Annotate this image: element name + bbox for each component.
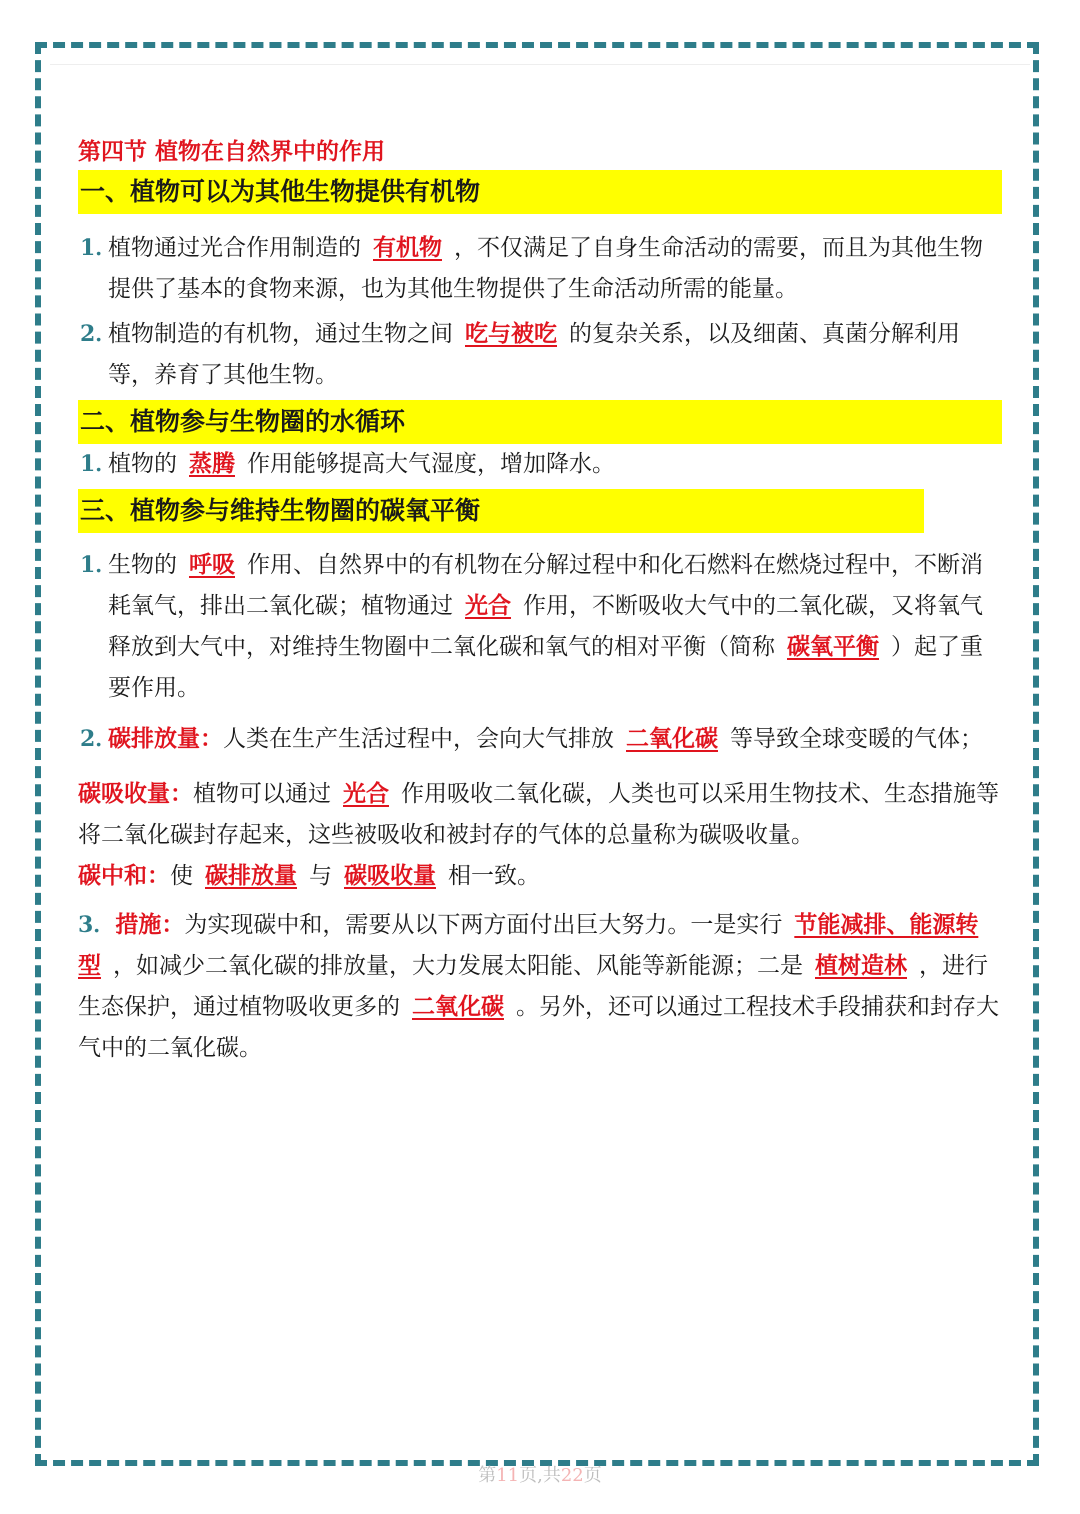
item-number: 1． xyxy=(80,552,118,578)
term-label: 碳排放量： xyxy=(108,726,223,752)
item-number: 2． xyxy=(80,321,118,347)
answer-blank: 蒸腾 xyxy=(189,451,235,477)
answer-blank: 碳氧平衡 xyxy=(787,634,879,660)
answer-blank: 二氧化碳 xyxy=(412,994,504,1020)
paragraph-2: 2． 植物制造的有机物，通过生物之间 吃与被吃 的复杂关系，以及细菌、真菌分解利用等，养育了其他生物。 xyxy=(78,314,1002,396)
answer-blank: 吃与被吃 xyxy=(465,321,557,347)
paragraph-8: 3．措施：为实现碳中和，需要从以下两方面付出巨大努力。一是实行 节能减排、能源转型 ，如减少二氧化碳的排放量，大力发展太阳能、风能等新能源；二是 植树造林 ，进行生态保护，通过植物吸收更多的 二氧化碳 。另外，还可以通过工程技术手段捕获和封存大气中的二氧化碳。 xyxy=(78,912,999,1061)
answer-blank: 碳吸收量 xyxy=(344,863,436,889)
paragraph-6: 碳吸收量：植物可以通过 光合 作用吸收二氧化碳，人类也可以采用生物技术、生态措施等将二氧化碳封存起来，这些被吸收和被封存的气体的总量称为碳吸收量。 xyxy=(78,781,999,848)
current-page: 11 xyxy=(496,1465,520,1486)
answer-blank: 呼吸 xyxy=(189,552,235,578)
answer-blank: 节能减排、能源转型 xyxy=(78,912,979,979)
paragraph-3: 1． 植物的 蒸腾 作用能够提高大气湿度，增加降水。 xyxy=(78,444,1002,485)
item-number: 3． xyxy=(78,912,116,938)
document-body xyxy=(78,134,1002,1069)
item-number: 1． xyxy=(80,451,118,477)
item-number: 1． xyxy=(80,235,118,261)
heading-1: 一、植物可以为其他生物提供有机物 xyxy=(78,170,1002,214)
answer-blank: 有机物 xyxy=(373,235,442,261)
heading-2: 二、植物参与生物圈的水循环 xyxy=(78,400,1002,444)
page-footer: 第11页,共22页 xyxy=(478,1465,602,1486)
term-label: 碳中和： xyxy=(78,863,170,889)
item-number: 2． xyxy=(80,726,118,752)
total-pages: 22 xyxy=(560,1465,584,1486)
heading-3: 三、植物参与维持生物圈的碳氧平衡 xyxy=(78,489,924,533)
answer-blank: 植树造林 xyxy=(815,953,907,979)
paragraph-4: 1． 生物的 呼吸 作用、自然界中的有机物在分解过程中和化石燃料在燃烧过程中，不断消耗氧气，排出二氧化碳；植物通过 光合 作用，不断吸收大气中的二氧化碳，又将氧气释放到大气中，对维持生物圈中二氧化碳和氧气的相对平衡（简称 碳氧平衡 ）起了重要作用。 xyxy=(78,545,1002,709)
answer-blank: 二氧化碳 xyxy=(626,726,718,752)
paragraph-7: 碳中和：使 碳排放量 与 碳吸收量 相一致。 xyxy=(78,863,540,889)
term-label: 措施： xyxy=(115,912,185,938)
section-title: 第四节 植物在自然界中的作用 xyxy=(78,139,386,165)
top-divider xyxy=(50,64,1030,65)
paragraph-1: 1． 植物通过光合作用制造的 有机物 ，不仅满足了自身生命活动的需要，而且为其他生物提供了基本的食物来源，也为其他生物提供了生命活动所需的能量。 xyxy=(78,228,1002,310)
paragraph-5: 2． 碳排放量：人类在生产生活过程中，会向大气排放 二氧化碳 等导致全球变暖的气体； xyxy=(78,719,1002,760)
answer-blank: 碳排放量 xyxy=(205,863,297,889)
answer-blank: 光合 xyxy=(465,593,511,619)
term-label: 碳吸收量： xyxy=(78,781,193,807)
answer-blank: 光合 xyxy=(343,781,389,807)
